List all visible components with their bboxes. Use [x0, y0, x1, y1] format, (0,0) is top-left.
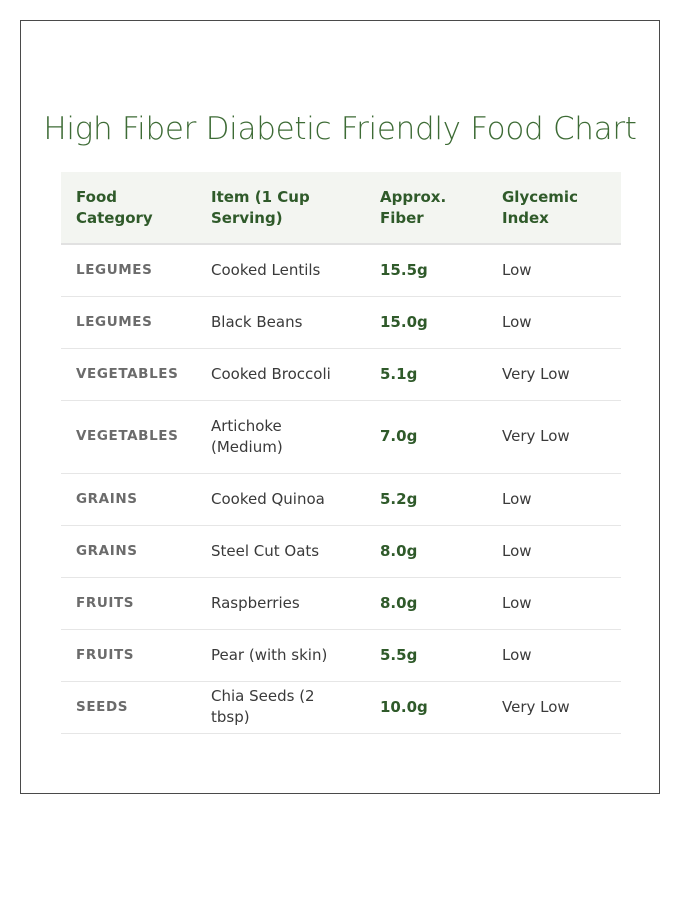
table-row	[61, 525, 621, 577]
food-category-cell: VEGETABLES	[61, 400, 196, 473]
fiber-cell: 5.5g	[365, 629, 487, 681]
fiber-cell: 8.0g	[365, 577, 487, 629]
fiber-cell: 10.0g	[365, 681, 487, 733]
food-chart-card	[20, 20, 660, 794]
glycemic-index-cell: Low	[487, 296, 621, 348]
fiber-cell: 15.5g	[365, 244, 487, 296]
glycemic-index-cell: Very Low	[487, 681, 621, 733]
item-cell: Black Beans	[196, 296, 365, 348]
fiber-cell: 5.2g	[365, 473, 487, 525]
table-row	[61, 577, 621, 629]
table-body	[61, 244, 621, 733]
page-title: High Fiber Diabetic Friendly Food Chart	[43, 111, 637, 147]
food-category-cell: SEEDS	[61, 681, 196, 733]
glycemic-index-cell: Low	[487, 629, 621, 681]
table-row	[61, 244, 621, 296]
food-category-cell: GRAINS	[61, 473, 196, 525]
item-cell: Artichoke (Medium)	[196, 400, 365, 473]
food-category-cell: VEGETABLES	[61, 348, 196, 400]
header-approx-fiber: Approx. Fiber	[365, 172, 487, 244]
food-category-cell: FRUITS	[61, 629, 196, 681]
fiber-cell: 7.0g	[365, 400, 487, 473]
header-food-category: Food Category	[61, 172, 196, 244]
food-category-cell: LEGUMES	[61, 296, 196, 348]
glycemic-index-cell: Low	[487, 244, 621, 296]
food-category-cell: FRUITS	[61, 577, 196, 629]
food-category-cell: LEGUMES	[61, 244, 196, 296]
item-cell: Pear (with skin)	[196, 629, 365, 681]
item-cell: Cooked Quinoa	[196, 473, 365, 525]
table-row	[61, 296, 621, 348]
fiber-cell: 15.0g	[365, 296, 487, 348]
item-cell: Cooked Lentils	[196, 244, 365, 296]
table-row	[61, 473, 621, 525]
glycemic-index-cell: Very Low	[487, 400, 621, 473]
table-row	[61, 348, 621, 400]
header-item: Item (1 Cup Serving)	[196, 172, 365, 244]
food-category-cell: GRAINS	[61, 525, 196, 577]
glycemic-index-cell: Low	[487, 577, 621, 629]
table-row	[61, 629, 621, 681]
fiber-cell: 8.0g	[365, 525, 487, 577]
glycemic-index-cell: Very Low	[487, 348, 621, 400]
glycemic-index-cell: Low	[487, 473, 621, 525]
item-cell: Raspberries	[196, 577, 365, 629]
food-table	[61, 172, 621, 734]
fiber-cell: 5.1g	[365, 348, 487, 400]
table-header	[61, 172, 621, 244]
item-cell: Chia Seeds (2 tbsp)	[196, 681, 365, 733]
header-row	[61, 172, 621, 244]
table-row	[61, 400, 621, 473]
item-cell: Steel Cut Oats	[196, 525, 365, 577]
glycemic-index-cell: Low	[487, 525, 621, 577]
table-row	[61, 681, 621, 733]
item-cell: Cooked Broccoli	[196, 348, 365, 400]
header-glycemic-index: Glycemic Index	[487, 172, 621, 244]
